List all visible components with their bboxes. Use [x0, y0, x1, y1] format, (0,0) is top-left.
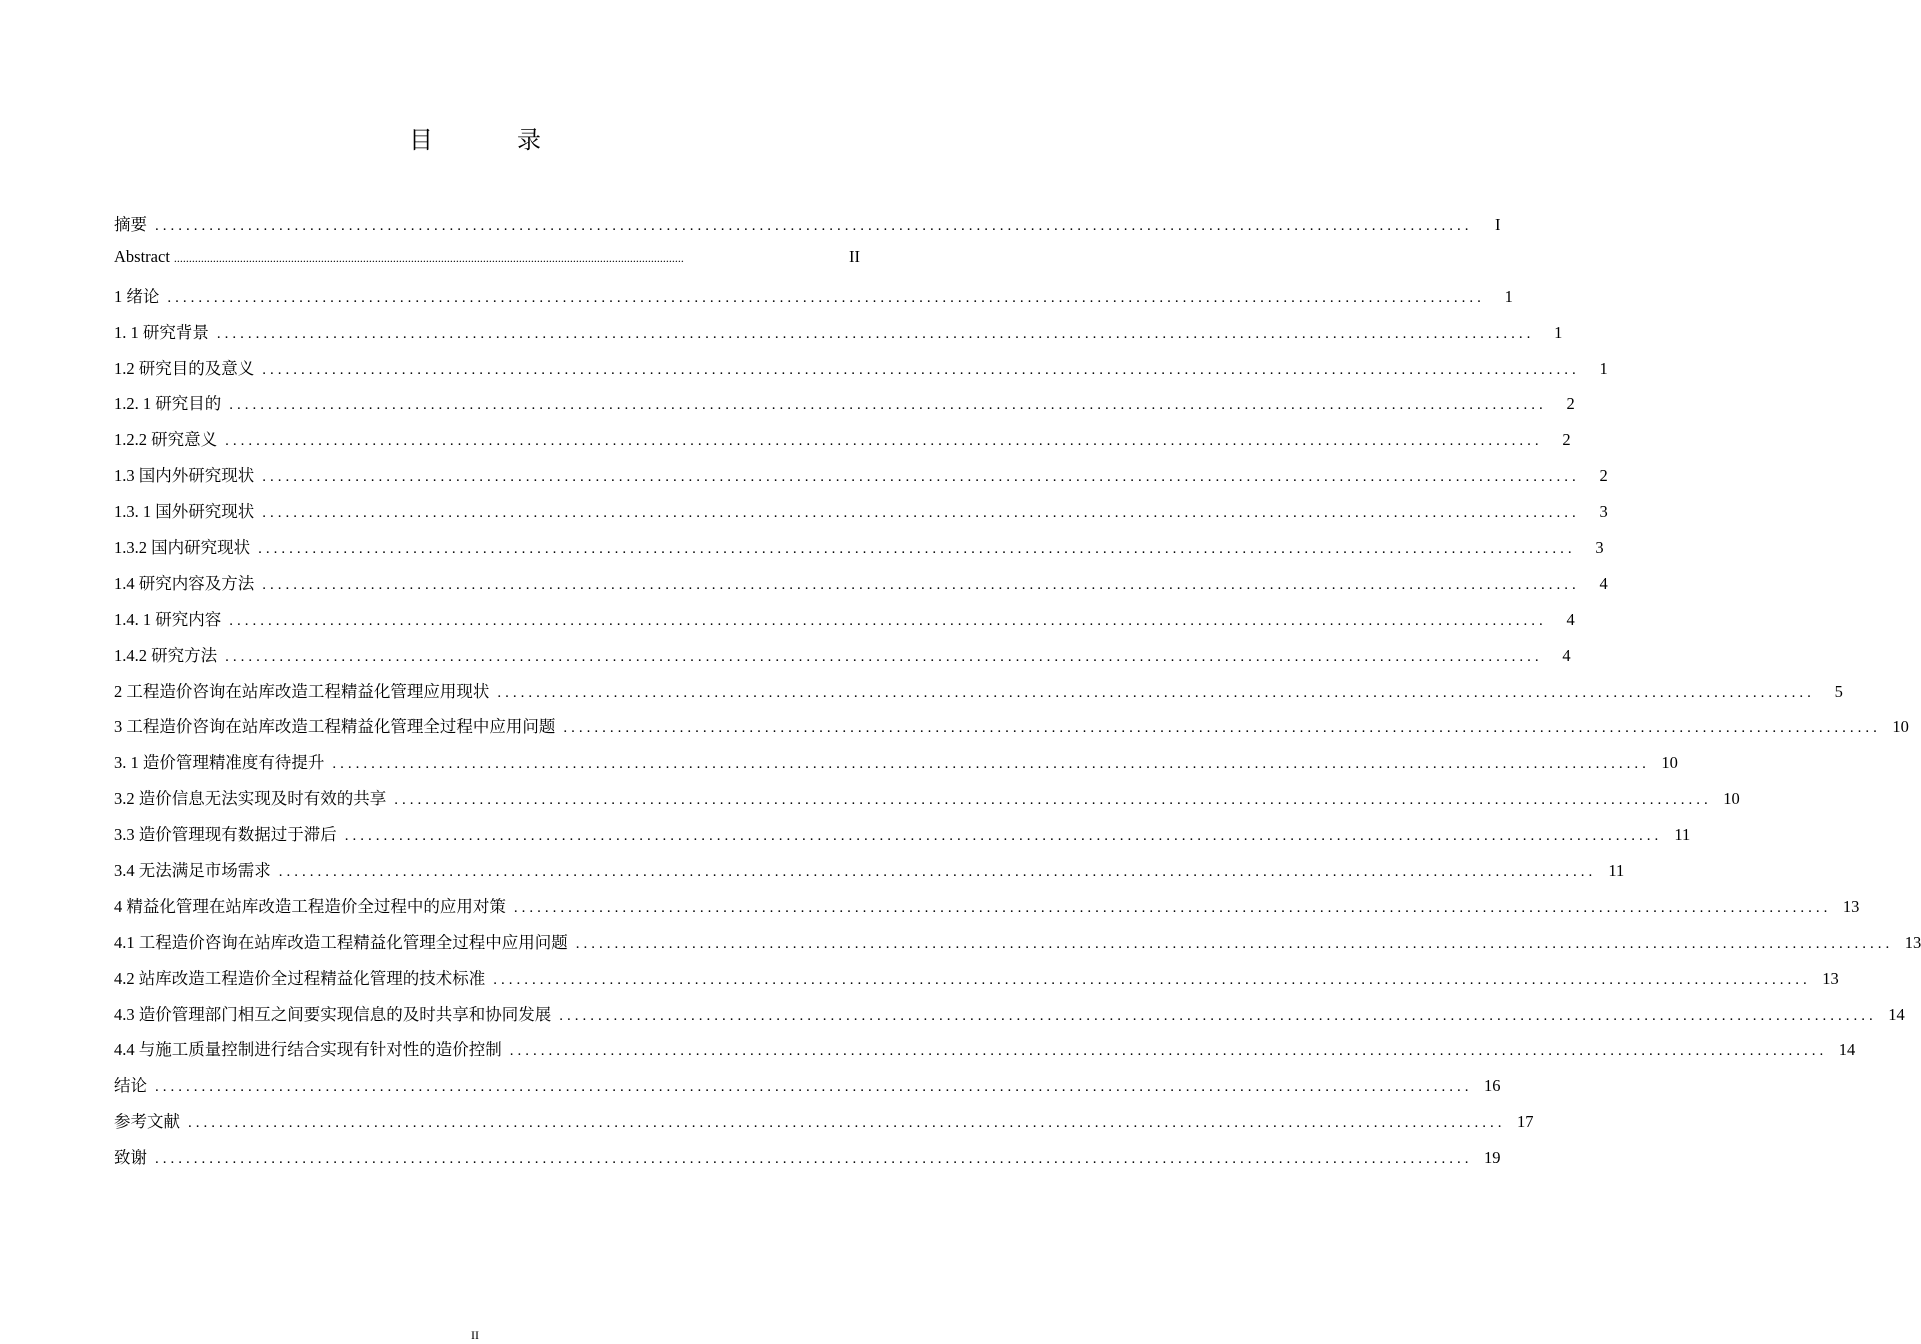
- toc-leader-dots: ..........................................................................................................................................................................: [278, 864, 1597, 881]
- toc-entry-page: 4: [1562, 645, 1571, 665]
- toc-entry[interactable]: [114, 211, 1501, 247]
- toc-entry-page: 10: [1723, 789, 1740, 809]
- toc-leader-dots: ..........................................................................................................................................................................: [262, 469, 1580, 486]
- toc-entry[interactable]: [114, 785, 1740, 821]
- toc-entry-label: 摘要: [114, 215, 147, 234]
- toc-entry-label: 参考文献: [114, 1112, 180, 1132]
- toc-entry[interactable]: [114, 462, 1608, 498]
- toc-entry-label: 1.2.2 研究意义: [114, 430, 218, 450]
- toc-leader-dots: ..........................................................................................................................................................................: [344, 828, 1663, 845]
- toc-entry[interactable]: [114, 642, 1571, 678]
- toc-leader-dots: ..........................................................................................................................................................................: [575, 935, 1894, 952]
- toc-entry-page: 2: [1562, 430, 1571, 450]
- toc-entry[interactable]: [114, 713, 1909, 749]
- toc-entry-label: 3 工程造价咨询在站库改造工程精益化管理全过程中应用问题: [114, 717, 556, 737]
- toc-entry-label: Abstract: [114, 246, 170, 266]
- toc-entry-page: 11: [1608, 861, 1625, 881]
- toc-entry-page: I: [1495, 215, 1501, 234]
- toc-leader-dots: ..........................................................................................................................................................................: [225, 433, 1543, 450]
- toc-entry-label: 1 绪论: [114, 286, 160, 306]
- toc-entry-page: 3: [1595, 538, 1604, 558]
- toc-entry-label: 1.3. 1 国外研究现状: [114, 502, 255, 522]
- toc-entry[interactable]: [114, 606, 1575, 642]
- toc-entry[interactable]: [114, 857, 1625, 893]
- toc-entry[interactable]: [114, 1108, 1534, 1144]
- toc-entry-page: 2: [1599, 466, 1608, 486]
- toc-entry-label: 结论: [114, 1076, 147, 1096]
- toc-leader-dots: ..........................................................................................................................................................................: [332, 756, 1650, 773]
- table-of-contents: [114, 211, 1921, 1180]
- toc-entry-page: 1: [1554, 322, 1563, 342]
- toc-entry[interactable]: [114, 534, 1604, 570]
- toc-entry-page: 13: [1822, 968, 1839, 988]
- page-title: 目 录: [409, 126, 571, 154]
- toc-entry-label: 1.4 研究内容及方法: [114, 573, 255, 593]
- toc-entry-label: 1.4. 1 研究内容: [114, 609, 222, 629]
- toc-leader-dots: ..........................................................................................................................................................................: [559, 1007, 1877, 1024]
- toc-leader-dots: ..........................................................................................................................................................................: [173, 250, 684, 265]
- toc-entry[interactable]: [114, 893, 1860, 929]
- toc-entry-page: 19: [1484, 1148, 1501, 1168]
- toc-leader-dots: ..........................................................................................................................................................................: [394, 792, 1712, 809]
- toc-entry[interactable]: [114, 1144, 1501, 1180]
- toc-entry[interactable]: [114, 390, 1575, 426]
- toc-entry-page: 10: [1892, 717, 1909, 737]
- toc-leader-dots: ..........................................................................................................................................................................: [513, 899, 1832, 916]
- toc-leader-dots: ..........................................................................................................................................................................: [262, 361, 1580, 378]
- toc-entry-page: 13: [1904, 932, 1921, 952]
- toc-entry[interactable]: [114, 355, 1608, 391]
- toc-entry-page: II: [849, 246, 860, 266]
- toc-entry-label: 1. 1 研究背景: [114, 322, 209, 342]
- toc-leader-dots: ..........................................................................................................................................................................: [258, 541, 1576, 558]
- toc-leader-dots: ..........................................................................................................................................................................: [229, 612, 1547, 629]
- toc-entry-page: 17: [1517, 1112, 1534, 1132]
- toc-leader-dots: ..........................................................................................................................................................................: [497, 684, 1815, 701]
- toc-entry[interactable]: [114, 821, 1691, 857]
- toc-entry-label: 3. 1 造价管理精准度有待提升: [114, 753, 325, 773]
- toc-entry-page: 13: [1842, 896, 1860, 916]
- toc-entry[interactable]: [114, 498, 1608, 534]
- toc-entry-label: 4.3 造价管理部门相互之间要实现信息的及时共享和协同发展: [114, 1004, 552, 1024]
- toc-entry-page: 14: [1838, 1040, 1856, 1060]
- toc-entry-page: 1: [1599, 358, 1608, 378]
- toc-leader-dots: ..........................................................................................................................................................................: [262, 505, 1580, 522]
- toc-leader-dots: ..........................................................................................................................................................................: [216, 325, 1535, 342]
- toc-entry-label: 3.3 造价管理现有数据过于滞后: [114, 825, 337, 845]
- toc-entry-page: 16: [1484, 1076, 1501, 1096]
- toc-entry-label: 2 工程造价咨询在站库改造工程精益化管理应用现状: [114, 681, 490, 701]
- toc-entry-page: 4: [1566, 609, 1575, 629]
- toc-entry-label: 1.2 研究目的及意义: [114, 358, 255, 378]
- toc-leader-dots: ..........................................................................................................................................................................: [155, 1079, 1473, 1096]
- toc-entry-label: 3.2 造价信息无法实现及时有效的共享: [114, 789, 387, 809]
- toc-entry-page: 2: [1566, 394, 1575, 414]
- toc-leader-dots: ..........................................................................................................................................................................: [167, 289, 1485, 306]
- toc-entry[interactable]: [114, 749, 1678, 785]
- toc-entry-page: 10: [1661, 753, 1678, 773]
- toc-entry[interactable]: [114, 1036, 1856, 1072]
- toc-entry-label: 4 精益化管理在站库改造工程造价全过程中的应用对策: [114, 896, 506, 916]
- toc-entry[interactable]: [114, 1072, 1501, 1108]
- toc-entry-label: 1.2. 1 研究目的: [114, 394, 222, 414]
- toc-leader-dots: ..........................................................................................................................................................................: [155, 1151, 1473, 1168]
- toc-entry-page: 4: [1599, 573, 1608, 593]
- toc-entry-page: 1: [1504, 286, 1513, 306]
- toc-entry[interactable]: [114, 319, 1563, 355]
- toc-entry[interactable]: [114, 570, 1608, 606]
- toc-entry[interactable]: [114, 283, 1513, 319]
- toc-leader-dots: ..........................................................................................................................................................................: [229, 397, 1547, 414]
- toc-entry[interactable]: [114, 426, 1571, 462]
- toc-entry-label: 3.4 无法满足市场需求: [114, 861, 271, 881]
- page-number: II: [471, 1328, 479, 1342]
- toc-entry[interactable]: [114, 678, 1843, 714]
- toc-leader-dots: ..........................................................................................................................................................................: [509, 1043, 1828, 1060]
- toc-entry-label: 4.1 工程造价咨询在站库改造工程精益化管理全过程中应用问题: [114, 932, 568, 952]
- toc-entry-label: 1.4.2 研究方法: [114, 645, 218, 665]
- toc-entry[interactable]: [114, 1001, 1905, 1037]
- toc-leader-dots: ..........................................................................................................................................................................: [188, 1115, 1506, 1132]
- toc-entry[interactable]: [114, 929, 1921, 965]
- toc-leader-dots: ..........................................................................................................................................................................: [563, 720, 1881, 737]
- toc-entry-label: 4.2 站库改造工程造价全过程精益化管理的技术标准: [114, 968, 486, 988]
- toc-entry-label: 致谢: [114, 1148, 147, 1168]
- toc-entry-page: 5: [1834, 681, 1843, 701]
- toc-leader-dots: ..........................................................................................................................................................................: [225, 648, 1543, 665]
- toc-entry-label: 4.4 与施工质量控制进行结合实现有针对性的造价控制: [114, 1040, 502, 1060]
- toc-entry[interactable]: [114, 965, 1839, 1001]
- toc-leader-dots: ..........................................................................................................................................................................: [493, 971, 1811, 988]
- toc-leader-dots: ..........................................................................................................................................................................: [155, 218, 1473, 234]
- toc-leader-dots: ..........................................................................................................................................................................: [262, 576, 1580, 593]
- toc-entry-page: 14: [1888, 1004, 1905, 1024]
- toc-entry-page: 3: [1599, 502, 1608, 522]
- toc-entry-page: 11: [1674, 825, 1691, 845]
- toc-entry[interactable]: [114, 247, 860, 283]
- toc-entry-label: 1.3 国内外研究现状: [114, 466, 255, 486]
- toc-entry-label: 1.3.2 国内研究现状: [114, 538, 251, 558]
